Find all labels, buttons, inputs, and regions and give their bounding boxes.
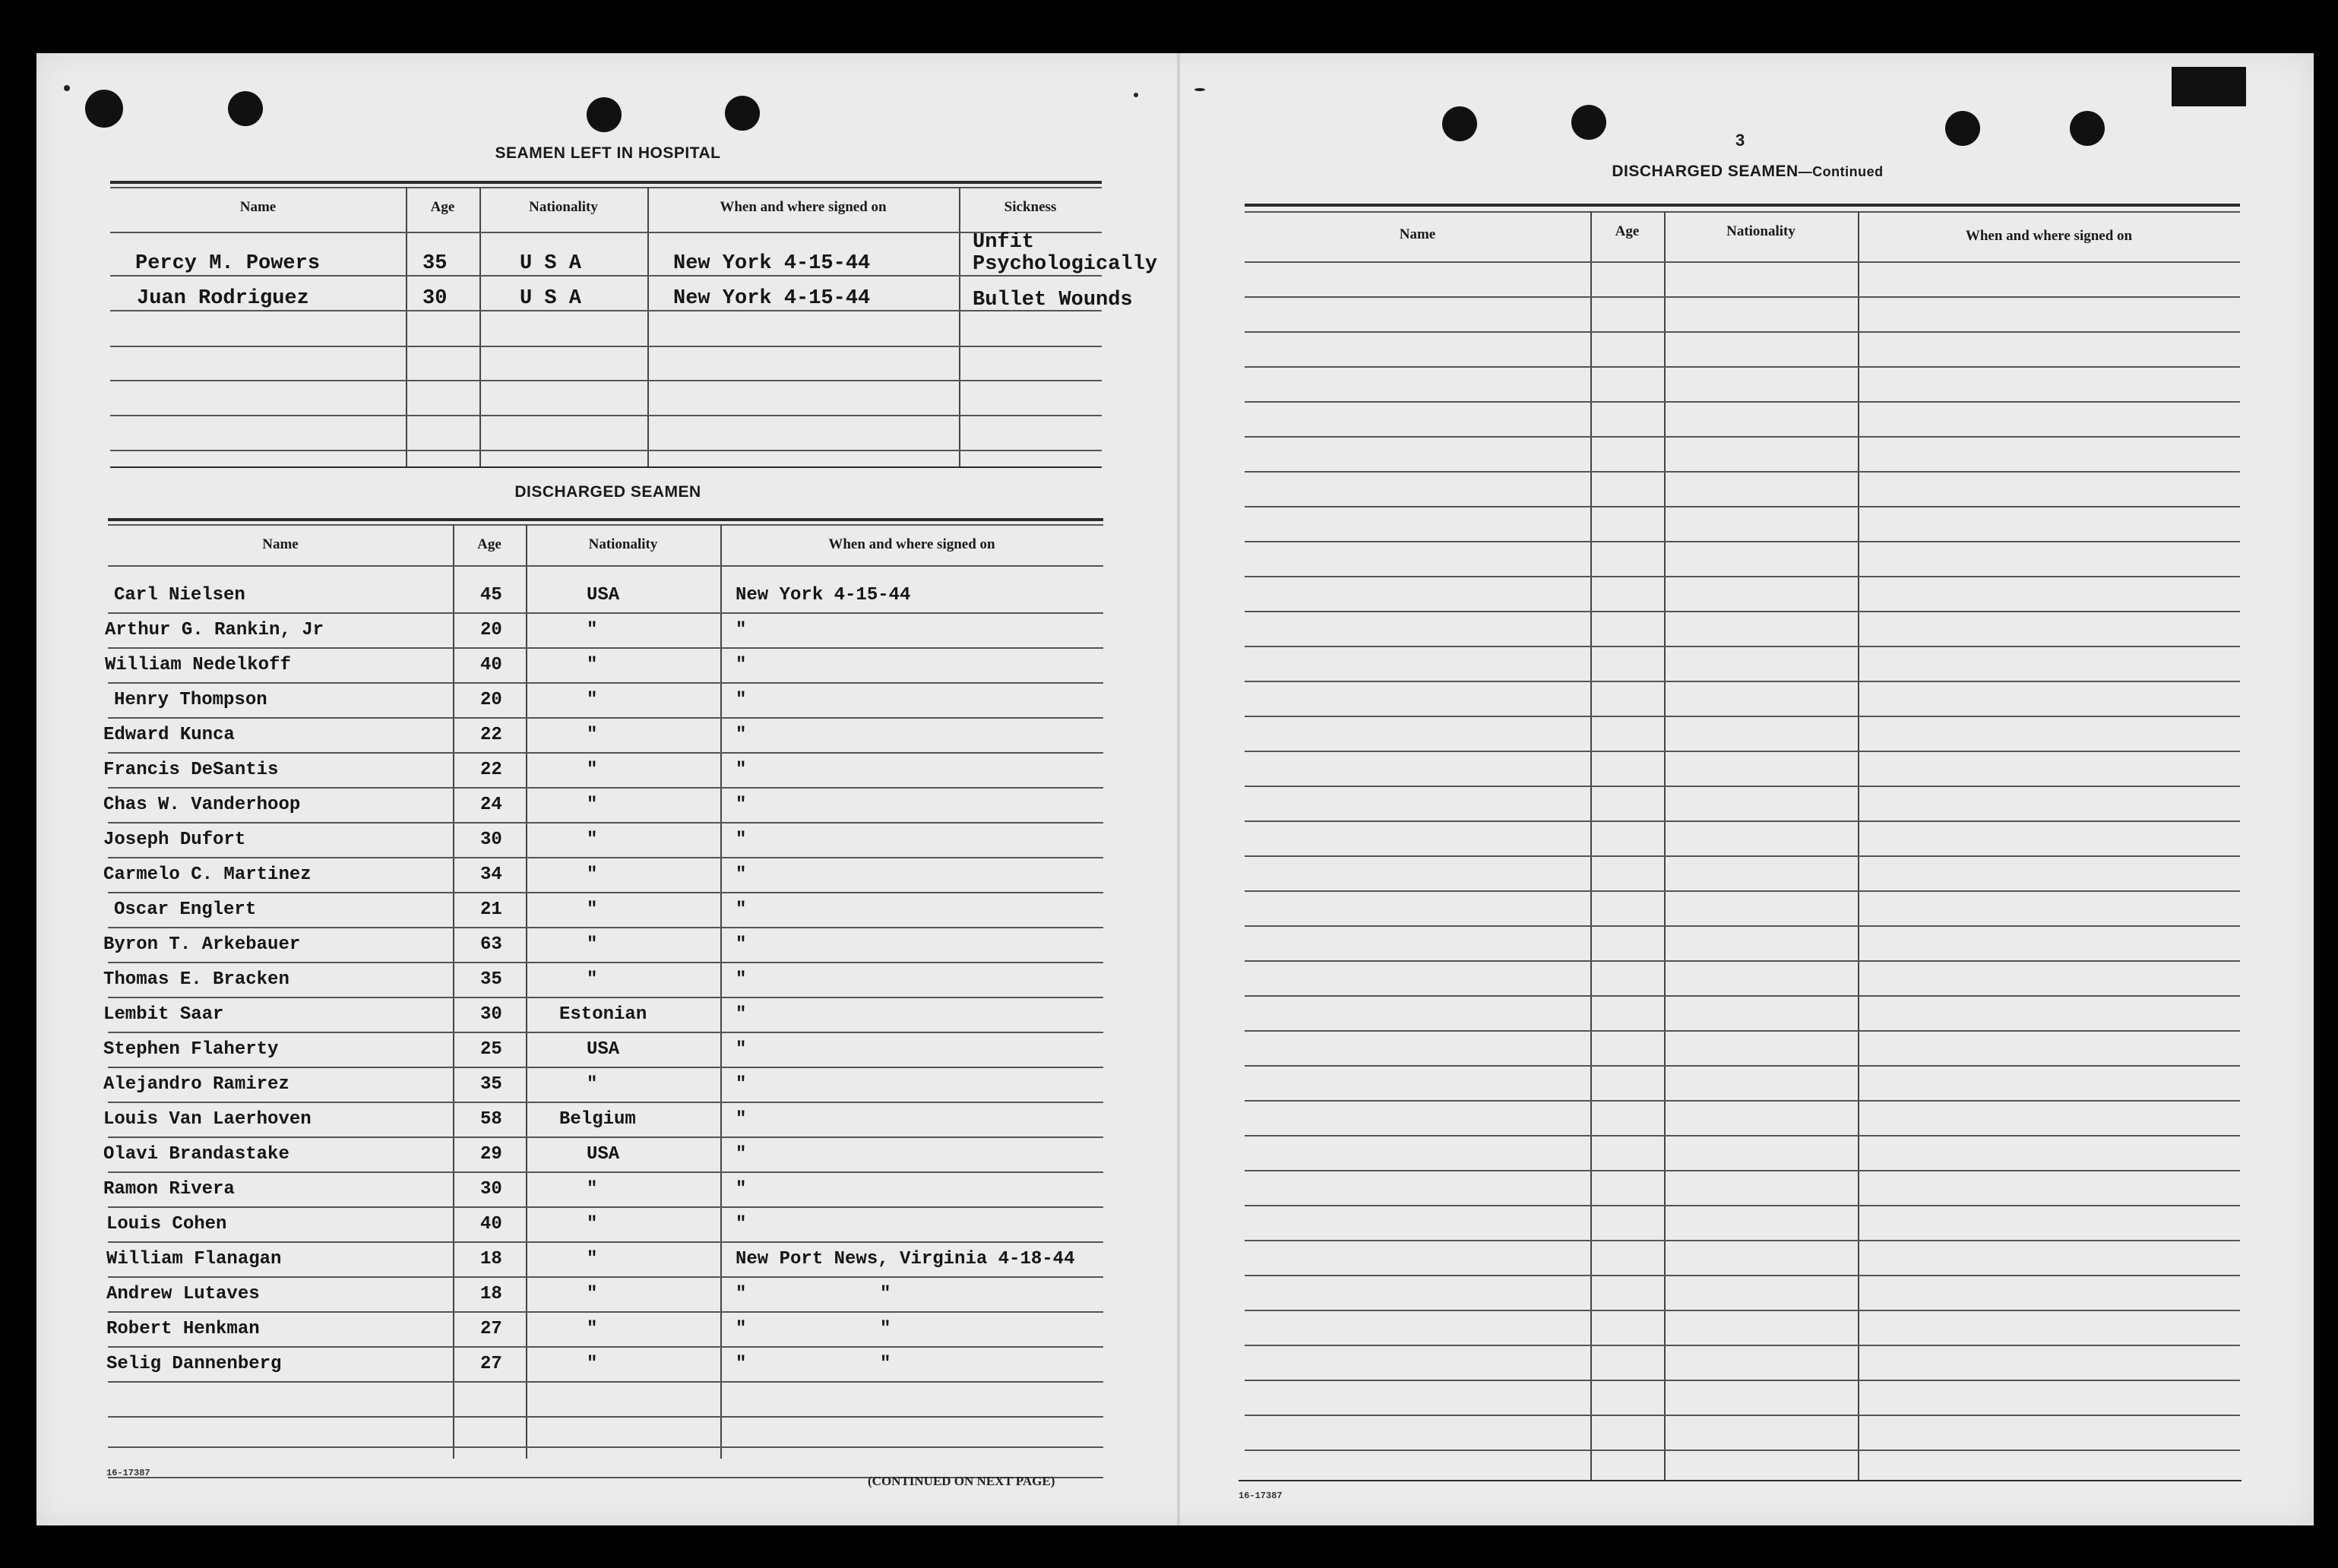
discharged-signed: New York 4-15-44 xyxy=(736,585,911,605)
discharged-signed-extra: " xyxy=(880,1319,891,1339)
rule xyxy=(1245,261,2240,263)
discharged-signed: " xyxy=(736,1214,747,1234)
discharged-age: 63 xyxy=(480,934,502,955)
punch-hole xyxy=(1571,105,1606,140)
col-divider xyxy=(959,187,960,468)
discharged-signed: " xyxy=(736,1074,747,1095)
scan-speck xyxy=(64,85,70,91)
discharged-name: Joseph Dufort xyxy=(103,830,246,850)
rule xyxy=(108,612,1103,614)
discharged-name: Chas W. Vanderhoop xyxy=(103,795,301,815)
discharged-name: Lembit Saar xyxy=(103,1004,224,1025)
rule xyxy=(1245,1275,2240,1276)
scan-speck xyxy=(1134,93,1138,97)
discharged-header-name: Name xyxy=(262,536,299,552)
hospital-signed: New York 4-15-44 xyxy=(673,287,871,310)
discharged-age: 35 xyxy=(480,969,502,990)
discharged-nationality: " xyxy=(587,1354,598,1374)
discharged-nationality: " xyxy=(587,1074,598,1095)
discharged-signed: " xyxy=(736,655,747,675)
rule xyxy=(1245,855,2240,857)
discharged-signed: " xyxy=(736,1109,747,1130)
col-divider xyxy=(453,524,454,1459)
discharged-name: Henry Thompson xyxy=(114,690,267,710)
discharged-age: 58 xyxy=(480,1109,502,1130)
discharged-nationality: " xyxy=(587,830,598,850)
discharged-age: 21 xyxy=(480,899,502,920)
discharged-nationality: " xyxy=(587,1214,598,1234)
discharged-signed: " xyxy=(736,620,747,640)
right-header-signed: When and where signed on xyxy=(1965,228,2133,244)
rule xyxy=(108,927,1103,928)
discharged-age: 27 xyxy=(480,1354,502,1374)
discharged-nationality: Belgium xyxy=(559,1109,636,1130)
page-number: 3 xyxy=(1735,131,1745,150)
discharged-nationality: USA xyxy=(587,585,620,605)
discharged-age: 45 xyxy=(480,585,502,605)
rule xyxy=(108,1346,1103,1348)
discharged-signed: " xyxy=(736,1179,747,1200)
continued-note: (CONTINUED ON NEXT PAGE) xyxy=(868,1474,1055,1488)
discharged-name: Selig Dannenberg xyxy=(106,1354,282,1374)
rule xyxy=(108,787,1103,789)
punch-hole xyxy=(85,90,123,128)
discharged-age: 27 xyxy=(480,1319,502,1339)
discharged-age: 18 xyxy=(480,1284,502,1304)
rule xyxy=(108,1241,1103,1243)
rule xyxy=(1245,436,2240,438)
discharged-nationality: " xyxy=(587,899,598,920)
rule xyxy=(108,857,1103,858)
discharged-signed: " xyxy=(736,899,747,920)
rule xyxy=(1245,646,2240,647)
rule xyxy=(1245,1030,2240,1032)
discharged-name: Arthur G. Rankin, Jr xyxy=(105,620,324,640)
discharged-continued-title xyxy=(1535,163,1960,181)
rule xyxy=(108,565,1103,567)
discharged-nationality: " xyxy=(587,1284,598,1304)
rule xyxy=(1245,1380,2240,1381)
discharged-header-signed: When and where signed on xyxy=(828,536,995,552)
rule xyxy=(1245,506,2240,507)
hospital-age: 35 xyxy=(422,252,448,275)
rule xyxy=(1245,1310,2240,1311)
discharged-nationality: " xyxy=(587,725,598,745)
rule xyxy=(1245,1415,2240,1416)
punch-hole xyxy=(1945,111,1980,146)
rule xyxy=(108,1136,1103,1138)
discharged-age: 40 xyxy=(480,655,502,675)
discharged-signed-extra: " xyxy=(880,1284,891,1304)
col-divider xyxy=(647,187,649,468)
punch-hole xyxy=(2070,111,2105,146)
rule xyxy=(1245,1345,2240,1346)
rule xyxy=(1245,716,2240,717)
page-fold xyxy=(1177,53,1180,1525)
discharged-continued-main: DISCHARGED SEAMEN xyxy=(1612,163,1799,180)
discharged-name: Stephen Flaherty xyxy=(103,1039,279,1060)
punch-hole xyxy=(228,91,263,126)
rule xyxy=(1245,820,2240,822)
hospital-signed: New York 4-15-44 xyxy=(673,252,871,275)
discharged-name: Oscar Englert xyxy=(114,899,257,920)
discharged-name: Byron T. Arkebauer xyxy=(103,934,301,955)
discharged-signed: " xyxy=(736,830,747,850)
discharged-age: 34 xyxy=(480,865,502,885)
rule xyxy=(110,346,1102,347)
discharged-signed: " xyxy=(736,795,747,815)
rule xyxy=(1245,786,2240,787)
rule xyxy=(108,682,1103,684)
rule xyxy=(110,275,1102,277)
rule xyxy=(108,752,1103,754)
rule xyxy=(1245,1135,2240,1136)
discharged-age: 22 xyxy=(480,725,502,745)
discharged-name: William Nedelkoff xyxy=(105,655,291,675)
rule xyxy=(110,415,1102,416)
rule xyxy=(1245,890,2240,892)
col-divider xyxy=(526,524,527,1459)
rule xyxy=(108,647,1103,649)
discharged-age: 35 xyxy=(480,1074,502,1095)
discharged-nationality: USA xyxy=(587,1039,620,1060)
right-header-nationality: Nationality xyxy=(1726,223,1795,239)
rule xyxy=(108,1206,1103,1208)
punch-hole xyxy=(587,97,622,132)
hospital-header-sickness: Sickness xyxy=(1004,199,1057,215)
discharged-signed: " xyxy=(736,1284,747,1304)
discharged-signed: " xyxy=(736,760,747,780)
scan-speck xyxy=(1194,88,1205,91)
hospital-nationality: U S A xyxy=(520,287,582,310)
discharged-name: Andrew Lutaves xyxy=(106,1284,260,1304)
discharged-signed: " xyxy=(736,1354,747,1374)
rule xyxy=(108,1067,1103,1068)
rule xyxy=(108,1032,1103,1033)
rule xyxy=(110,450,1102,451)
discharged-title: DISCHARGED SEAMEN xyxy=(514,483,701,501)
rule xyxy=(1245,471,2240,473)
hospital-name: Percy M. Powers xyxy=(135,252,321,275)
right-top-rule xyxy=(1245,204,2240,207)
rule xyxy=(1245,366,2240,368)
discharged-nationality: USA xyxy=(587,1144,620,1165)
discharged-age: 22 xyxy=(480,760,502,780)
discharged-name: Louis Cohen xyxy=(106,1214,227,1234)
rule xyxy=(108,1381,1103,1383)
rule xyxy=(1245,401,2240,403)
rule xyxy=(108,524,1103,526)
discharged-nationality: " xyxy=(587,934,598,955)
rule xyxy=(108,962,1103,963)
rule xyxy=(108,1416,1103,1418)
rule xyxy=(108,1446,1103,1448)
rule xyxy=(1245,1449,2240,1451)
col-divider xyxy=(479,187,481,468)
discharged-name: Alejandro Ramirez xyxy=(103,1074,289,1095)
discharged-name: Olavi Brandastake xyxy=(103,1144,289,1165)
continued-suffix: —Continued xyxy=(1798,164,1884,179)
discharged-name: Thomas E. Bracken xyxy=(103,969,289,990)
rule xyxy=(108,1311,1103,1313)
discharged-nationality: " xyxy=(587,760,598,780)
discharged-signed: " xyxy=(736,1144,747,1165)
discharged-age: 40 xyxy=(480,1214,502,1234)
discharged-name: William Flanagan xyxy=(106,1249,282,1269)
discharged-nationality: " xyxy=(587,1319,598,1339)
discharged-name: Edward Kunca xyxy=(103,725,235,745)
discharged-age: 30 xyxy=(480,1004,502,1025)
rule xyxy=(108,717,1103,719)
discharged-signed: " xyxy=(736,1319,747,1339)
rule xyxy=(110,187,1102,188)
right-header-age: Age xyxy=(1615,223,1640,239)
rule xyxy=(1245,541,2240,542)
document-sheet xyxy=(36,53,2314,1525)
hospital-sickness-line2: Psychologically xyxy=(973,253,1158,276)
discharged-nationality: " xyxy=(587,620,598,640)
discharged-nationality: " xyxy=(587,1179,598,1200)
form-number: 16-17387 xyxy=(106,1468,150,1478)
discharged-signed: " xyxy=(736,969,747,990)
col-divider xyxy=(720,524,722,1459)
rule xyxy=(1245,1065,2240,1067)
rule xyxy=(1245,960,2240,962)
discharged-age: 24 xyxy=(480,795,502,815)
discharged-signed: New Port News, Virginia 4-18-44 xyxy=(736,1249,1075,1269)
discharged-name: Carmelo C. Martinez xyxy=(103,865,312,885)
hospital-age: 30 xyxy=(422,287,448,310)
discharged-signed: " xyxy=(736,690,747,710)
rule xyxy=(108,1276,1103,1278)
rule xyxy=(1245,925,2240,927)
punch-hole xyxy=(725,96,760,131)
discharged-name: Francis DeSantis xyxy=(103,760,279,780)
discharged-signed: " xyxy=(736,1039,747,1060)
rule xyxy=(1245,331,2240,333)
discharged-nationality: " xyxy=(587,865,598,885)
discharged-signed-extra: " xyxy=(880,1354,891,1374)
col-divider xyxy=(406,187,407,468)
rule xyxy=(110,310,1102,311)
rule xyxy=(1245,1205,2240,1206)
right-header-name: Name xyxy=(1399,226,1436,242)
rule xyxy=(108,1171,1103,1173)
discharged-name: Robert Henkman xyxy=(106,1319,260,1339)
hospital-header-age: Age xyxy=(430,199,455,215)
discharged-nationality: " xyxy=(587,690,598,710)
hospital-header-signed: When and where signed on xyxy=(720,199,887,215)
hospital-header-name: Name xyxy=(239,199,277,215)
rule xyxy=(1245,211,2240,213)
discharged-name: Carl Nielsen xyxy=(114,585,245,605)
discharged-nationality: " xyxy=(587,1249,598,1269)
rule xyxy=(1245,995,2240,997)
rule xyxy=(1245,1170,2240,1171)
hospital-bottom-rule xyxy=(110,466,1102,468)
rule xyxy=(1245,576,2240,577)
right-bottom-rule xyxy=(1239,1480,2242,1481)
hospital-sickness: Bullet Wounds xyxy=(973,289,1133,311)
rule xyxy=(108,1102,1103,1103)
discharged-age: 30 xyxy=(480,1179,502,1200)
corner-tab xyxy=(2172,67,2246,106)
discharged-signed: " xyxy=(736,934,747,955)
rule xyxy=(1245,751,2240,752)
discharged-age: 30 xyxy=(480,830,502,850)
rule xyxy=(1245,1100,2240,1102)
hospital-title: SEAMEN LEFT IN HOSPITAL xyxy=(495,144,721,162)
hospital-header-nationality: Nationality xyxy=(529,199,598,215)
discharged-header-age: Age xyxy=(477,536,501,552)
rule xyxy=(110,380,1102,381)
discharged-header-nationality: Nationality xyxy=(588,536,658,552)
discharged-signed: " xyxy=(736,725,747,745)
discharged-age: 20 xyxy=(480,620,502,640)
rule xyxy=(108,822,1103,824)
rule xyxy=(108,997,1103,998)
hospital-nationality: U S A xyxy=(520,252,582,275)
discharged-nationality: Estonian xyxy=(559,1004,647,1025)
hospital-top-rule xyxy=(110,181,1102,184)
discharged-age: 25 xyxy=(480,1039,502,1060)
discharged-age: 29 xyxy=(480,1144,502,1165)
discharged-name: Louis Van Laerhoven xyxy=(103,1109,312,1130)
discharged-nationality: " xyxy=(587,795,598,815)
rule xyxy=(1245,681,2240,682)
discharged-age: 18 xyxy=(480,1249,502,1269)
punch-hole xyxy=(1442,106,1477,141)
rule xyxy=(110,232,1102,233)
discharged-nationality: " xyxy=(587,969,598,990)
discharged-nationality: " xyxy=(587,655,598,675)
hospital-sickness: Unfit xyxy=(973,231,1035,254)
discharged-age: 20 xyxy=(480,690,502,710)
discharged-signed: " xyxy=(736,865,747,885)
form-number-right: 16-17387 xyxy=(1239,1491,1283,1501)
rule xyxy=(108,892,1103,893)
rule xyxy=(1245,1240,2240,1241)
rule xyxy=(1245,611,2240,612)
hospital-name: Juan Rodriguez xyxy=(137,287,309,310)
discharged-name: Ramon Rivera xyxy=(103,1179,235,1200)
rule xyxy=(1245,296,2240,298)
discharged-signed: " xyxy=(736,1004,747,1025)
discharged-top-rule xyxy=(108,518,1103,521)
